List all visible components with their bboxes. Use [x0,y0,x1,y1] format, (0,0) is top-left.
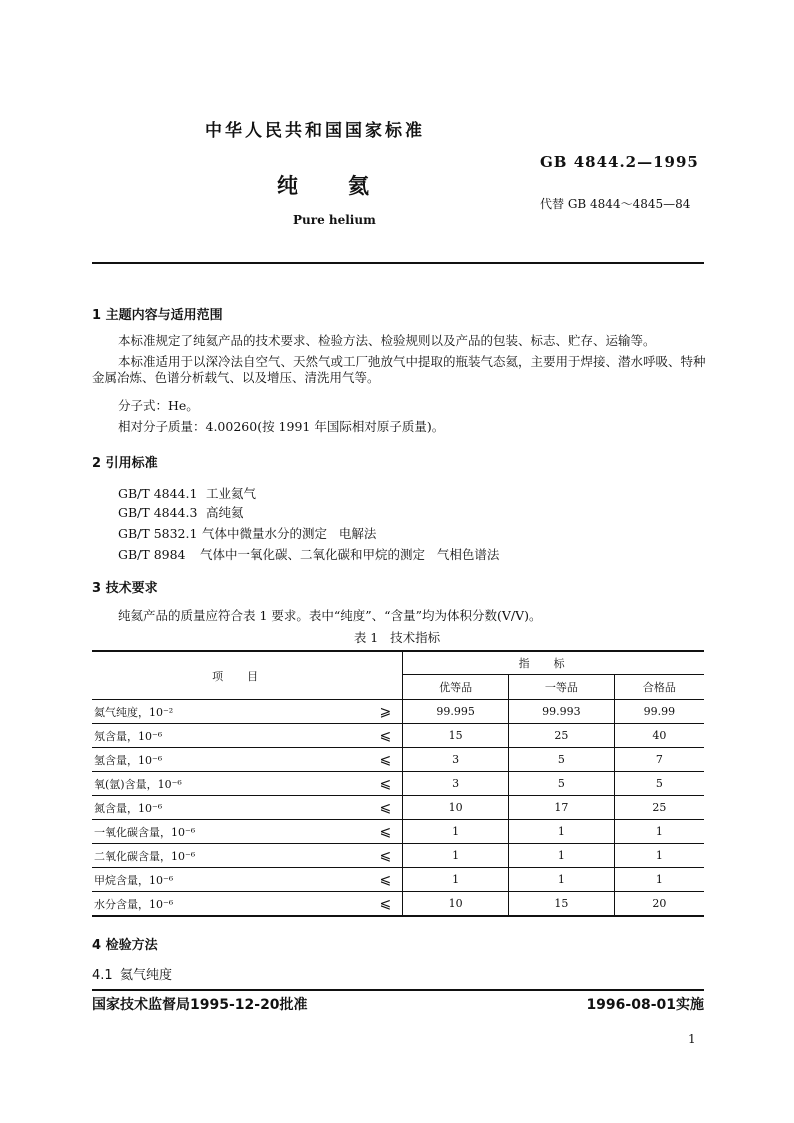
row-value: 7 [614,748,704,772]
row-value: 3 [403,748,509,772]
section-3-heading: 3 技术要求 [92,581,158,596]
column-header-index: 指标 [403,651,704,675]
reference-item [118,524,376,542]
table-row [92,724,704,748]
column-header-grade: 一等品 [509,675,615,700]
table-row [92,892,704,917]
row-value: 5 [509,772,615,796]
reference-item [118,503,244,521]
row-value: 20 [614,892,704,917]
row-value: 1 [509,820,615,844]
row-value: 99.99 [614,700,704,724]
row-value: 25 [614,796,704,820]
row-value: 5 [509,748,615,772]
row-value: 25 [509,724,615,748]
reference-code: GB/T 4844.1 [118,486,198,501]
header-divider [92,262,704,264]
column-header-item: 项目 [92,651,403,700]
subsection-title: 氦气纯度 [120,968,173,983]
row-value: 15 [509,892,615,917]
row-value: 1 [403,868,509,892]
approval-line: 国家技术监督局1995-12-20批准 [92,997,308,1013]
row-item-label: 一氧化碳含量，10⁻⁶ [92,820,368,844]
row-value: 10 [403,796,509,820]
row-comparator: ⩽ [368,724,403,748]
reference-code: GB/T 4844.3 [118,505,198,520]
row-item-label: 水分含量，10⁻⁶ [92,892,368,917]
page-number: 1 [688,1032,696,1046]
row-value: 1 [509,844,615,868]
section-3-paragraph-1: 纯氦产品的质量应符合表 1 要求。表中“纯度”、“含量”均为体积分数(V/V)。 [118,608,542,623]
row-value: 5 [614,772,704,796]
reference-title: 工业氦气 [206,486,257,501]
document-title-cn: 纯氦 [277,174,419,198]
effective-date: 1996-08-01实施 [586,997,704,1013]
row-comparator: ⩽ [368,844,403,868]
row-comparator: ⩾ [368,700,403,724]
section-1-paragraph-4: 相对分子质量：4.00260(按 1991 年国际相对原子质量)。 [118,419,445,434]
table-row [92,844,704,868]
row-comparator: ⩽ [368,820,403,844]
section-1-paragraph-2: 本标准适用于以深冷法自空气、天然气或工厂弛放气中提取的瓶装气态氦，主要用于焊接、潜水呼吸、特种金属冶炼、色谱分析载气、以及增压、清洗用气等。 [92,354,706,385]
column-header-grade: 优等品 [403,675,509,700]
section-1-paragraph-1: 本标准规定了纯氦产品的技术要求、检验方法、检验规则以及产品的包装、标志、贮存、运输等。 [118,333,656,348]
row-value: 15 [403,724,509,748]
row-comparator: ⩽ [368,772,403,796]
row-value: 1 [614,844,704,868]
table-row [92,700,704,724]
replaces-note: 代替 GB 4844～4845—84 [540,197,691,211]
reference-title: 气体中微量水分的测定 电解法 [202,526,377,541]
reference-item [118,545,499,563]
national-standard-title: 中华人民共和国国家标准 [205,121,425,141]
row-item-label: 氧(氩)含量，10⁻⁶ [92,772,368,796]
row-item-label: 甲烷含量，10⁻⁶ [92,868,368,892]
row-item-label: 氮含量，10⁻⁶ [92,796,368,820]
table-row [92,748,704,772]
row-value: 40 [614,724,704,748]
row-value: 1 [403,844,509,868]
section-4-heading: 4 检验方法 [92,938,158,953]
spec-table [92,650,704,917]
reference-title: 气体中一氧化碳、二氧化碳和甲烷的测定 气相色谱法 [200,547,500,562]
reference-item [118,484,256,502]
document-title-en: Pure helium [293,213,376,227]
row-value: 10 [403,892,509,917]
row-value: 1 [614,868,704,892]
table-caption: 表 1 技术指标 [353,630,441,645]
reference-title: 高纯氦 [206,505,244,520]
row-value: 1 [614,820,704,844]
row-item-label: 氢含量，10⁻⁶ [92,748,368,772]
standard-number: GB 4844.2—1995 [540,153,699,171]
row-item-label: 氖含量，10⁻⁶ [92,724,368,748]
reference-code: GB/T 5832.1 [118,526,198,541]
row-value: 1 [403,820,509,844]
table-header-row [92,651,704,675]
subsection-4-1-heading [92,964,172,983]
table-row [92,796,704,820]
row-value: 99.995 [403,700,509,724]
footer-divider [92,989,704,991]
table-row [92,820,704,844]
section-2-heading: 2 引用标准 [92,456,158,471]
row-comparator: ⩽ [368,892,403,917]
row-value: 17 [509,796,615,820]
table-row [92,868,704,892]
row-item-label: 二氧化碳含量，10⁻⁶ [92,844,368,868]
table-body [92,700,704,917]
section-1-paragraph-3: 分子式：He。 [118,398,199,413]
row-item-label: 氦气纯度，10⁻² [92,700,368,724]
reference-code: GB/T 8984 [118,547,186,562]
column-header-grade: 合格品 [614,675,704,700]
section-1-heading: 1 主题内容与适用范围 [92,308,223,323]
row-value: 3 [403,772,509,796]
row-comparator: ⩽ [368,868,403,892]
subsection-number: 4.1 [92,968,113,983]
row-comparator: ⩽ [368,748,403,772]
row-value: 1 [509,868,615,892]
row-comparator: ⩽ [368,796,403,820]
row-value: 99.993 [509,700,615,724]
table-row [92,772,704,796]
